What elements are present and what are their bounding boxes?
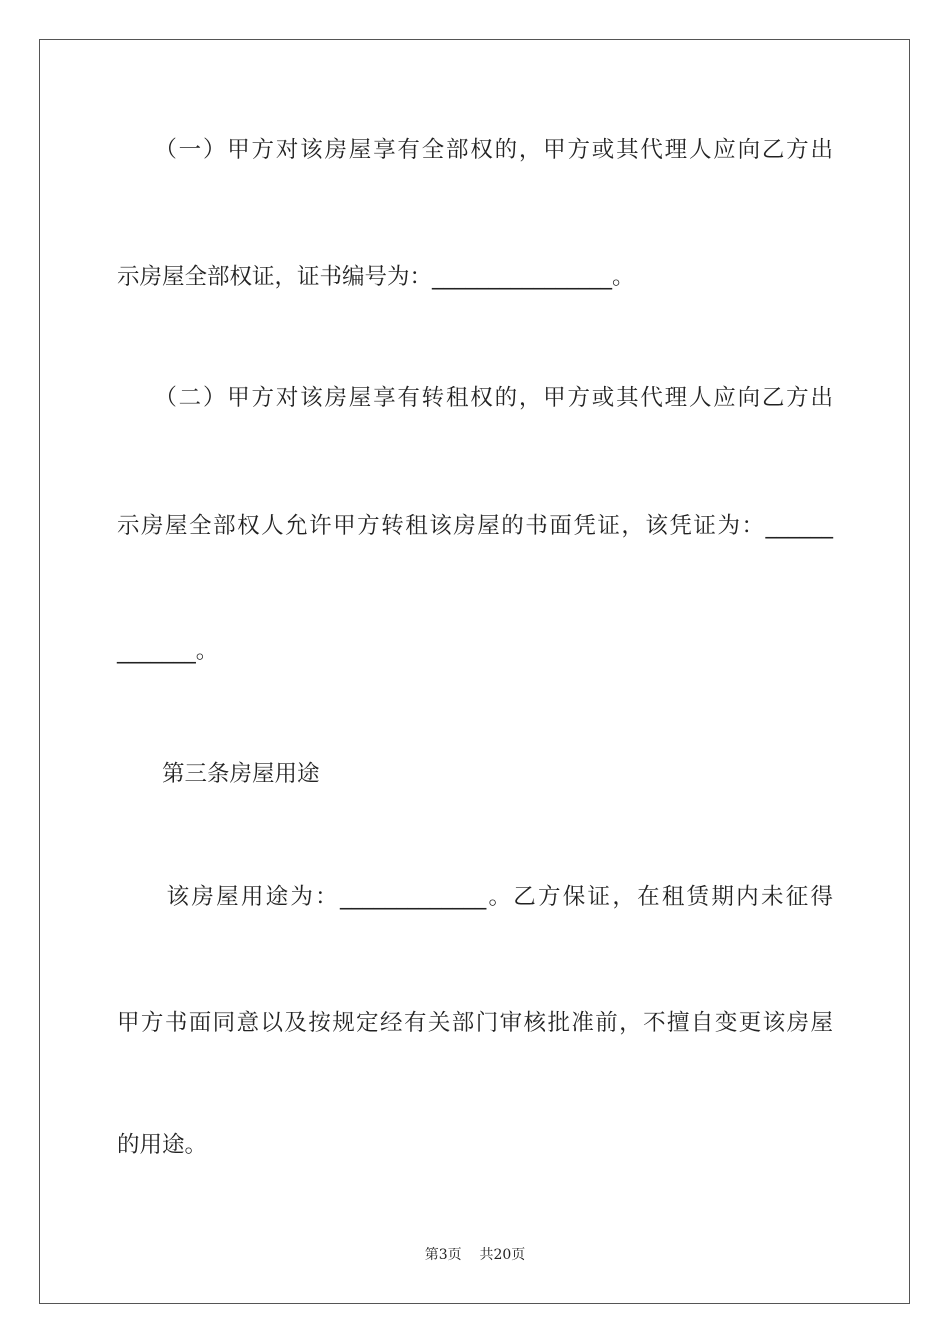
page-border (39, 39, 910, 1304)
paragraph-line: 示房屋全部权证，证书编号为：________________。 (117, 264, 635, 290)
paragraph-line: （二）甲方对该房屋享有转租权的，甲方或其代理人应向乙方出 (117, 385, 833, 411)
paragraph-line: 该房屋用途为：_____________。乙方保证，在租赁期内未征得 (117, 884, 833, 910)
paragraph-line: 的用途。 (117, 1132, 208, 1158)
paragraph-line: 甲方书面同意以及按规定经有关部门审核批准前，不擅自变更该房屋 (117, 1010, 833, 1036)
page-total: 共20页 (479, 1247, 526, 1263)
page-number: 第3页 (424, 1247, 462, 1263)
paragraph-line: 示房屋全部权人允许甲方转租该房屋的书面凭证，该凭证为：______ (117, 513, 833, 539)
paragraph-line: _______。 (117, 638, 219, 664)
page-footer (0, 1246, 950, 1264)
paragraph-line: （一）甲方对该房屋享有全部权的，甲方或其代理人应向乙方出 (117, 137, 833, 163)
section-heading: 第三条房屋用途 (117, 761, 320, 787)
